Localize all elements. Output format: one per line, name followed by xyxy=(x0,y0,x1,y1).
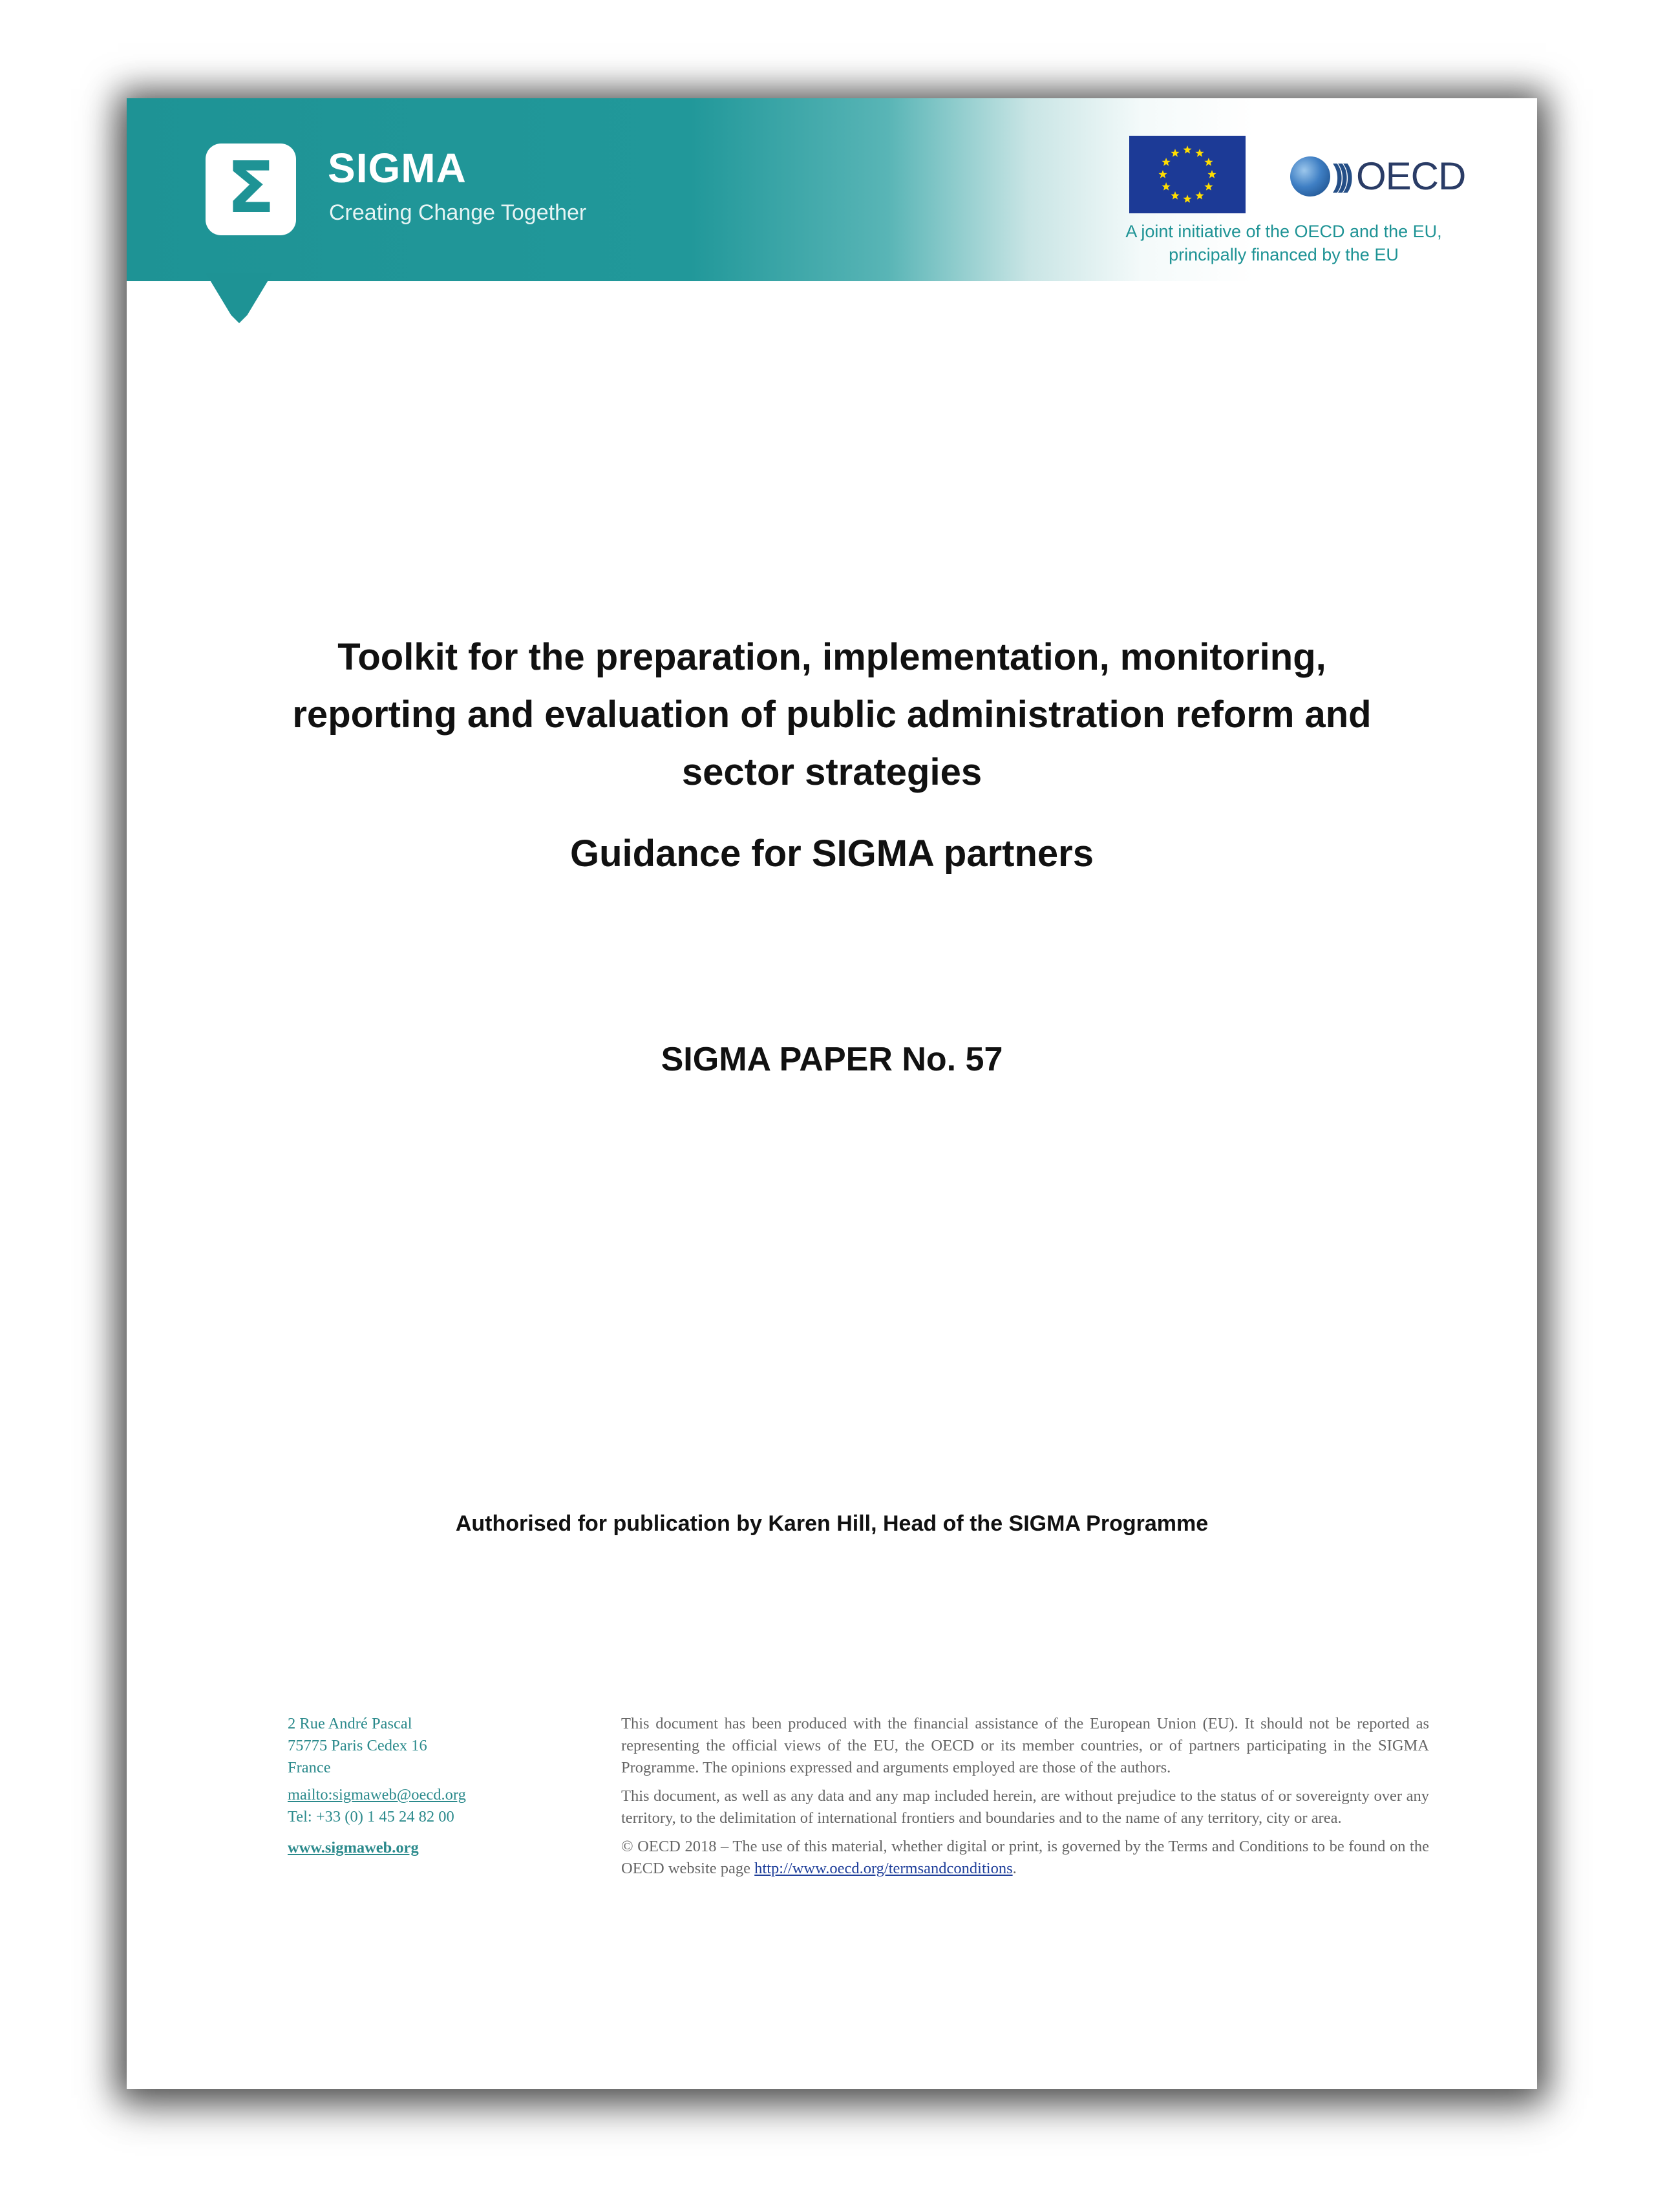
document-page xyxy=(127,98,1537,2089)
eu-star xyxy=(1183,195,1191,203)
eu-star xyxy=(1195,191,1204,200)
document-title: Toolkit for the preparation, implementation, monitoring, reporting and evaluation of public administration reform and sector strategies xyxy=(292,636,1372,793)
disclaimer-funding: This document has been produced with the financial assistance of the European Union (EU). It should not be reported as representing the official views of the EU, the OECD or its member countries, or of partners participating in the SIGMA Programme. The opinions expressed and arguments employed are those of the authors. xyxy=(621,1715,1429,1776)
eu-star xyxy=(1171,191,1179,200)
website-link[interactable]: www.sigmaweb.org xyxy=(288,1839,419,1856)
brand-name: SIGMA xyxy=(328,145,467,191)
eu-star xyxy=(1162,158,1170,166)
eu-star xyxy=(1207,170,1216,178)
eu-star xyxy=(1195,149,1204,157)
eu-star xyxy=(1204,182,1213,191)
disclaimer-block xyxy=(621,1713,1429,1886)
phone-line: Tel: +33 (0) 1 45 24 82 00 xyxy=(288,1808,454,1825)
address-line: 75775 Paris Cedex 16 xyxy=(288,1737,427,1754)
joint-initiative-line: A joint initiative of the OECD and the EU, xyxy=(1125,222,1442,241)
eu-star xyxy=(1204,158,1213,166)
oecd-arcs-icon: ))) xyxy=(1333,159,1348,193)
disclaimer-territory: This document, as well as any data and any map included herein, are without prejudice to the status of or sovereignty over any territory, to the delimitation of international frontiers and boundaries and to the name of any territory, city or area. xyxy=(621,1787,1429,1827)
authorisation-line: Authorised for publication by Karen Hill, Head of the SIGMA Programme xyxy=(455,1511,1209,1536)
terms-link[interactable]: http://www.oecd.org/termsandconditions xyxy=(754,1860,1013,1877)
eu-stars-icon xyxy=(1129,136,1246,213)
sigma-logo-icon xyxy=(206,144,296,235)
contact-block xyxy=(288,1713,546,1859)
copyright-notice xyxy=(621,1836,1429,1880)
joint-initiative-line: principally financed by the EU xyxy=(1169,245,1399,264)
sigma-symbol: Σ xyxy=(226,146,275,229)
address-line: France xyxy=(288,1759,331,1776)
globe-icon xyxy=(1290,156,1330,197)
eu-star xyxy=(1183,145,1191,154)
paper-number: SIGMA PAPER No. 57 xyxy=(661,1041,1003,1078)
address-line: 2 Rue André Pascal xyxy=(288,1715,412,1732)
copyright-end: . xyxy=(1012,1860,1017,1877)
oecd-name: OECD xyxy=(1355,154,1466,198)
eu-star xyxy=(1158,170,1167,178)
banner-pointer xyxy=(206,273,273,323)
copyright-text: © OECD 2018 – The use of this material, whether digital or print, is governed by the Terms and Conditions to be found on the OECD website page xyxy=(621,1838,1429,1877)
document-subtitle: Guidance for SIGMA partners xyxy=(570,833,1094,875)
oecd-logo xyxy=(1290,153,1465,200)
eu-star xyxy=(1162,182,1170,191)
eu-flag-icon xyxy=(1129,136,1246,213)
eu-star xyxy=(1171,149,1179,157)
joint-initiative-note xyxy=(1096,220,1471,266)
email-link[interactable]: mailto:sigmaweb@oecd.org xyxy=(288,1786,466,1803)
brand-tagline: Creating Change Together xyxy=(329,200,587,225)
email-line xyxy=(288,1784,546,1806)
